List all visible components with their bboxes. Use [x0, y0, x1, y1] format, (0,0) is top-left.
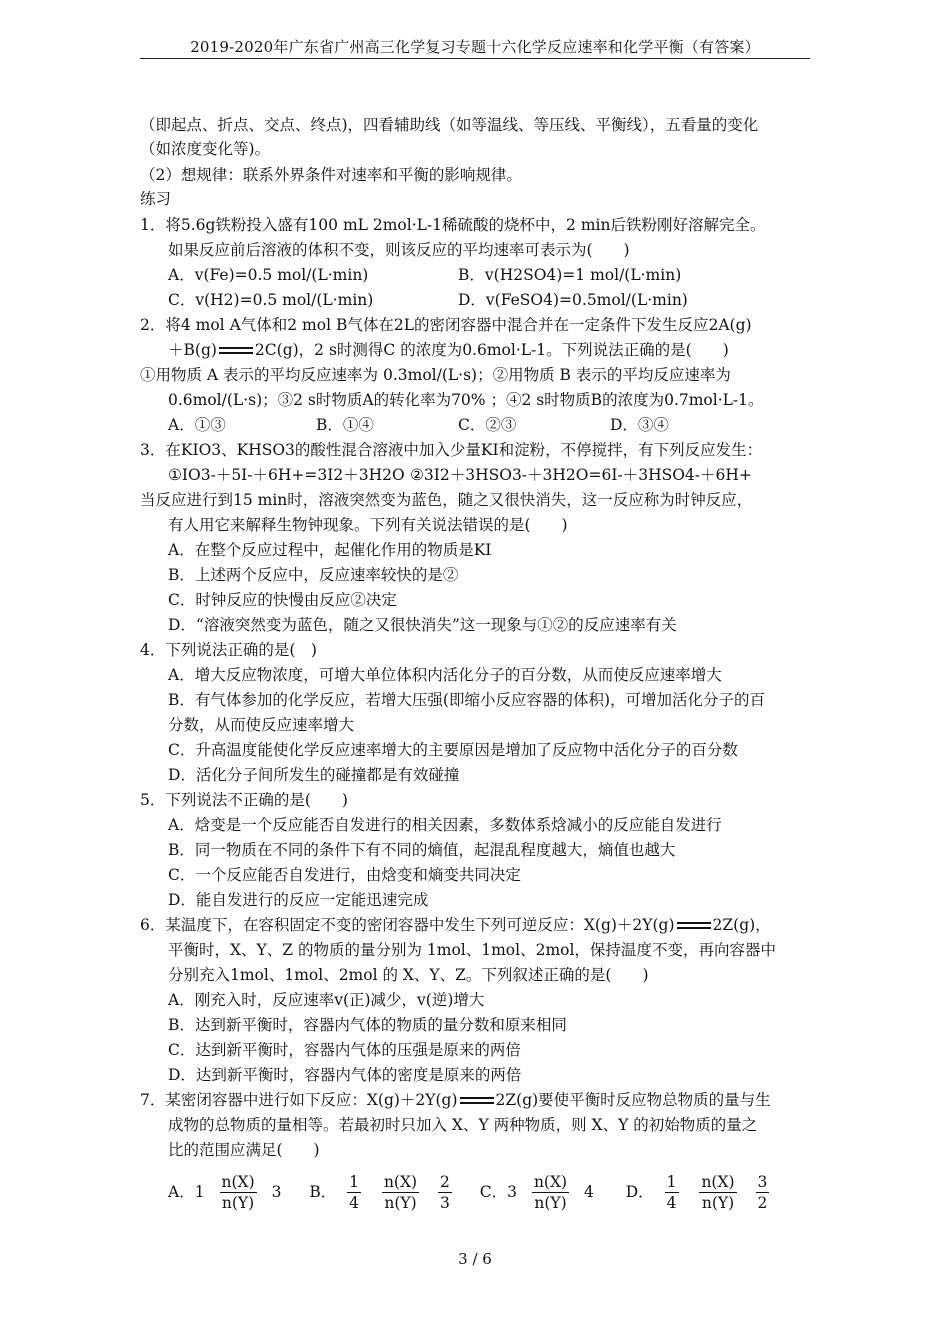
q7-d-left-fraction: $\frac{1}{4}$ — [666, 1173, 677, 1212]
ratio-fraction: $\frac{n(X)}{n(Y)}$ — [701, 1173, 735, 1212]
q1-option-a: A．v(Fe)=0.5 mol/(L·min) — [168, 266, 369, 284]
equilibrium-arrow-icon — [219, 346, 253, 356]
q7-b-left-fraction: $\frac{1}{4}$ — [349, 1173, 360, 1212]
q2-statement-1: ①用物质 A 表示的平均反应速率为 0.3mol/(L·s)；②用物质 B 表示的平均反应速率为 — [140, 366, 731, 384]
q4-option-d: D．活化分子间所发生的碰撞都是有效碰撞 — [168, 766, 460, 784]
q6-option-b: B．达到新平衡时，容器内气体的物质的量分数和原来相同 — [168, 1016, 567, 1034]
q2-stem-2 — [168, 339, 729, 361]
q5-option-b: B．同一物质在不同的条件下有不同的熵值，起混乱程度越大，熵值也越大 — [168, 841, 676, 859]
q7-stem-1b: 2Z(g)要使平衡时反应物总物质的量与生 — [495, 1091, 771, 1109]
q3-reaction-2: ②3I2＋3HSO3-＋3H2O=6I-＋3HSO4-＋6H+ — [410, 466, 752, 484]
q2-statement-2: 0.6mol/(L·s)；③2 s时物质A的转化率为70% ；④2 s时物质B的浓度为0.7mol·L-1。 — [168, 391, 764, 409]
q1-option-b: B．v(H2SO4)=1 mol/(L·min) — [458, 266, 682, 284]
q4-stem: 4．下列说法正确的是( ) — [140, 641, 317, 659]
q7-option-d — [625, 1173, 774, 1212]
q1-stem-2: 如果反应前后溶液的体积不变，则该反应的平均速率可表示为( ) — [168, 241, 630, 259]
q3-stem-2: 当反应进行到15 min时，溶液突然变为蓝色，随之又很快消失，这一反应称为时钟反应， — [140, 491, 753, 509]
q6-option-c: C．达到新平衡时，容器内气体的压强是原来的两倍 — [168, 1041, 521, 1059]
q3-stem-1: 3．在KIO3、KHSO3的酸性混合溶液中加入少量KI和淀粉，不停搅拌，有下列反应发生： — [140, 441, 763, 459]
q1-option-c: C．v(H2)=0.5 mol/(L·min) — [168, 291, 374, 309]
q6-option-d: D．达到新平衡时，容器内气体的密度是原来的两倍 — [168, 1066, 522, 1084]
q7-stem-3: 比的范围应满足( ) — [168, 1141, 320, 1159]
q4-option-b-1: B．有气体参加的化学反应，若增大压强(即缩小反应容器的体积)，可增加活化分子的百 — [168, 691, 765, 709]
q6-stem-1a: 6．某温度下，在容积固定不变的密闭容器中发生下列可逆反应：X(g)＋2Y(g) — [140, 916, 675, 934]
q3-option-a: A．在整个反应过程中，起催化作用的物质是KI — [168, 541, 492, 559]
q3-reaction-1: ①IO3-＋5I-＋6H+=3I2＋3H2O — [168, 466, 405, 484]
page-header: 2019-2020年广东省广州高三化学复习专题十六化学反应速率和化学平衡（有答案） — [190, 38, 760, 56]
q5-stem: 5．下列说法不正确的是( ) — [140, 791, 348, 809]
q5-option-d: D．能自发进行的反应一定能迅速完成 — [168, 891, 429, 909]
q2-stem-1: 2．将4 mol A气体和2 mol B气体在2L的密闭容器中混合并在一定条件下发生反应2A(g) — [140, 316, 752, 334]
q2-option-a: A．①③ — [168, 416, 226, 434]
q5-option-c: C．一个反应能否自发进行，由焓变和熵变共同决定 — [168, 866, 521, 884]
intro-line-2: （如浓度变化等)。 — [140, 140, 271, 158]
q6-stem-1 — [140, 914, 771, 936]
header-divider — [140, 58, 810, 59]
q4-option-a: A．增大反应物浓度，可增大单位体积内活化分子的百分数，从而使反应速率增大 — [168, 666, 722, 684]
q2-stem-2a: ＋B(g) — [168, 341, 217, 359]
q6-option-a: A．刚充入时，反应速率v(正)减少，v(逆)增大 — [168, 991, 485, 1009]
equilibrium-arrow-icon — [677, 921, 711, 931]
intro-line-3: （2）想规律：联系外界条件对速率和平衡的影响规律。 — [140, 166, 522, 184]
q7-b-right-fraction: $\frac{2}{3}$ — [440, 1173, 450, 1212]
q3-option-d: D．“溶液突然变为蓝色，随之又很快消失”这一现象与①②的反应速率有关 — [168, 616, 677, 634]
q5-option-a: A．焓变是一个反应能否自发进行的相关因素，多数体系焓减小的反应能自发进行 — [168, 816, 722, 834]
ratio-fraction: $\frac{n(X)}{n(Y)}$ — [221, 1173, 255, 1212]
q3-stem-3: 有人用它来解释生物钟现象。下列有关说法错误的是( ) — [168, 516, 568, 534]
q7-options — [168, 1172, 773, 1213]
q7-b-label: B． — [309, 1182, 337, 1201]
q4-option-b-2: 分数，从而使反应速率增大 — [168, 716, 355, 734]
q1-stem-1: 1．将5.6g铁粉投入盛有100 mL 2mol·L-1稀硫酸的烧杯中，2 min后铁粉刚好溶解完全。 — [140, 216, 766, 234]
q7-option-a — [168, 1173, 286, 1212]
q3-option-c: C．时钟反应的快慢由反应②决定 — [168, 591, 397, 609]
q6-stem-1b: 2Z(g)， — [712, 916, 771, 934]
q7-option-b — [309, 1173, 461, 1212]
section-title: 练习 — [140, 190, 172, 208]
q7-c-label: C．3 — [479, 1182, 517, 1201]
page-number: 3 / 6 — [458, 1250, 492, 1268]
q7-stem-1a: 7．某密闭容器中进行如下反应：X(g)＋2Y(g) — [140, 1091, 458, 1109]
q2-option-d: D．③④ — [610, 416, 669, 434]
q6-stem-3: 分别充入1mol、1mol、2mol 的 X、Y、Z。下列叙述正确的是( ) — [168, 966, 649, 984]
q7-a-label: A．1 — [168, 1182, 205, 1201]
q2-option-b: B．①④ — [316, 416, 374, 434]
q7-a-right: 3 — [271, 1182, 282, 1201]
q6-stem-2: 平衡时，X、Y、Z 的物质的量分别为 1mol、1mol、2mol，保持温度不变，再向容器中 — [168, 941, 776, 959]
q7-stem-2: 成物的总物质的量相等。若最初时只加入 X、Y 两种物质，则 X、Y 的初始物质的量之 — [168, 1116, 758, 1134]
q1-option-d: D．v(FeSO4)=0.5mol/(L·min) — [458, 291, 688, 309]
q7-d-right-fraction: $\frac{3}{2}$ — [757, 1173, 768, 1212]
q2-stem-2b: 2C(g)，2 s时测得C 的浓度为0.6mol·L-1。下列说法正确的是( ) — [254, 341, 729, 359]
ratio-fraction: $\frac{n(X)}{n(Y)}$ — [383, 1173, 418, 1212]
q2-option-c: C．②③ — [458, 416, 517, 434]
q7-stem-1 — [140, 1089, 771, 1111]
ratio-fraction: $\frac{n(X)}{n(Y)}$ — [533, 1173, 568, 1212]
q4-option-c: C．升高温度能使化学反应速率增大的主要原因是增加了反应物中活化分子的百分数 — [168, 741, 738, 759]
equilibrium-arrow-icon — [460, 1096, 494, 1106]
q7-option-c — [479, 1173, 599, 1212]
intro-line-1: （即起点、折点、交点、终点)，四看辅助线（如等温线、等压线、平衡线），五看量的变化 — [140, 116, 759, 134]
q7-d-label: D． — [625, 1182, 654, 1201]
q3-option-b: B．上述两个反应中，反应速率较快的是② — [168, 566, 459, 584]
q7-c-right: 4 — [584, 1182, 594, 1201]
